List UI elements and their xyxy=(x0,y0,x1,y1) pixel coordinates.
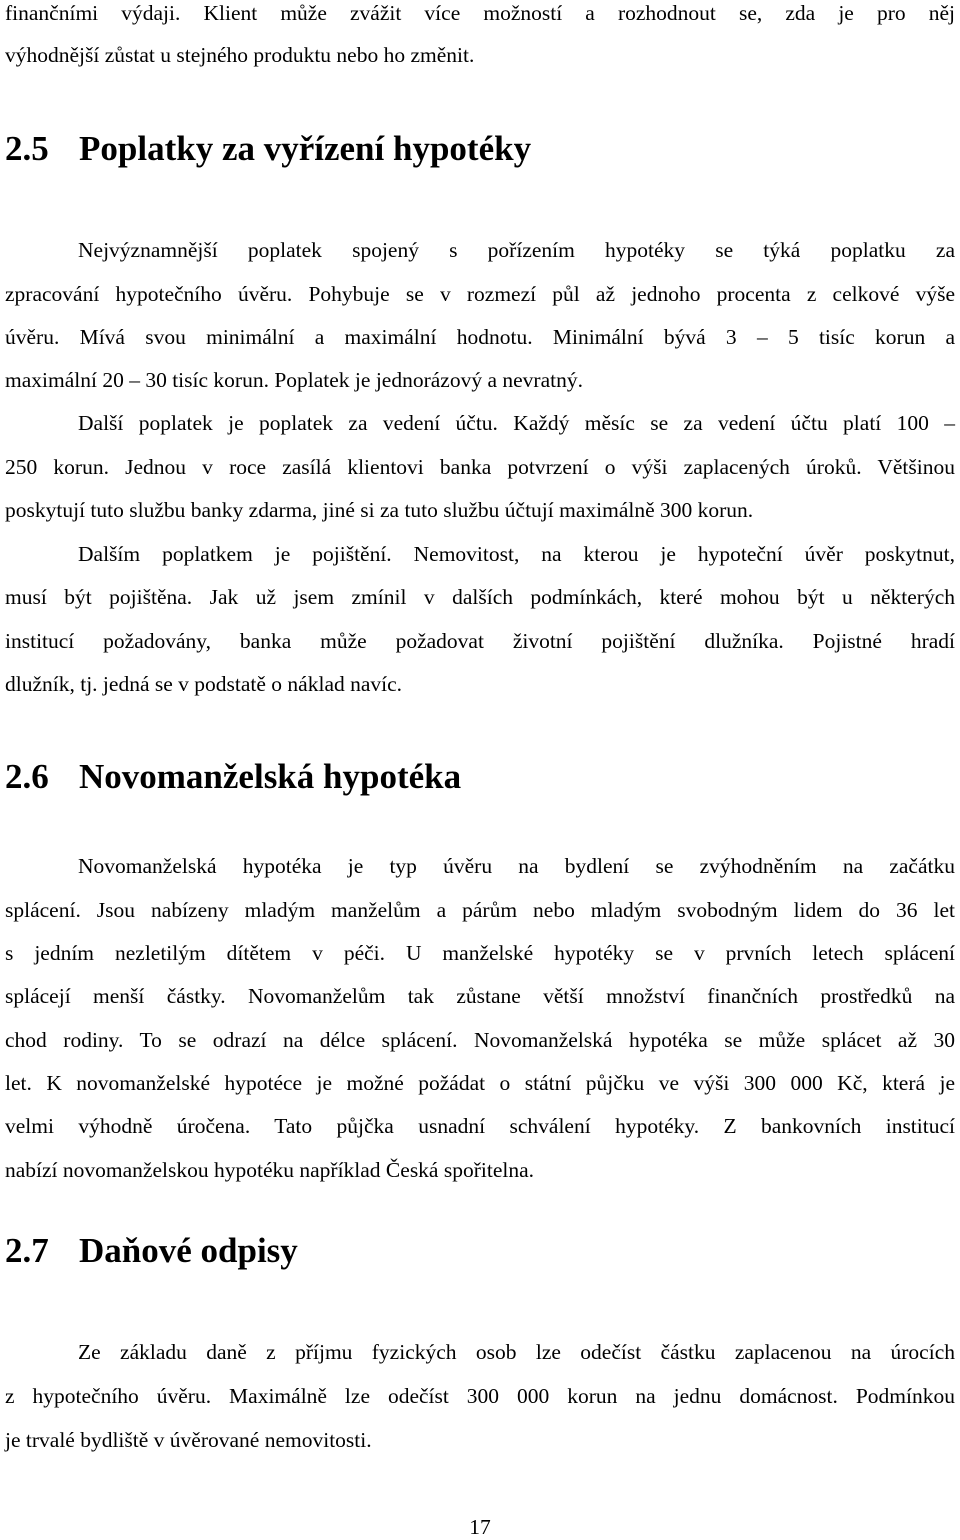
body-text-line: Nejvýznamnější poplatek spojený s pořízením hypotéky se týká poplatku za xyxy=(78,238,955,262)
section-heading-2-5 xyxy=(5,128,531,170)
body-text-line: institucí požadovány, banka může požadovat životní pojištění dlužníka. Pojistné hradí xyxy=(5,629,955,653)
body-text-line: Ze základu daně z příjmu fyzických osob lze odečíst částku zaplacenou na úrocích xyxy=(78,1340,955,1364)
body-text-line: s jedním nezletilým dítětem v péči. U manželské hypotéky se v prvních letech splácení xyxy=(5,941,955,965)
body-text-line: je trvalé bydliště v úvěrované nemovitosti. xyxy=(5,1428,372,1452)
body-text-line: Novomanželská hypotéka je typ úvěru na bydlení se zvýhodněním na začátku xyxy=(78,854,955,878)
section-number: 2.5 xyxy=(5,129,49,168)
body-text-line: dlužník, tj. jedná se v podstatě o náklad navíc. xyxy=(5,672,403,696)
body-text-line: musí být pojištěna. Jak už jsem zmínil v dalších podmínkách, které mohou být u některých xyxy=(5,585,955,609)
body-text-line: splácení. Jsou nabízeny mladým manželům a párům nebo mladým svobodným lidem do 36 let xyxy=(5,898,955,922)
body-text-line: velmi výhodně úročena. Tato půjčka usnadní schválení hypotéky. Z bankovních institucí xyxy=(5,1114,955,1138)
section-heading-2-6 xyxy=(5,756,461,798)
body-text-line: Dalším poplatkem je pojištění. Nemovitost, na kterou je hypoteční úvěr poskytnut, xyxy=(78,542,955,566)
section-title: Daňové odpisy xyxy=(79,1231,298,1270)
section-number: 2.6 xyxy=(5,757,49,796)
body-text-line: úvěru. Mívá svou minimální a maximální hodnotu. Minimální bývá 3 – 5 tisíc korun a xyxy=(5,325,955,349)
body-text-line: výhodnější zůstat u stejného produktu nebo ho změnit. xyxy=(5,43,475,67)
body-text-line: zpracování hypotečního úvěru. Pohybuje se v rozmezí půl až jednoho procenta z celkové výše xyxy=(5,282,955,306)
body-text-line: 250 korun. Jednou v roce zasílá klientovi banka potvrzení o výši zaplacených úroků. Většinou xyxy=(5,455,955,479)
page-number: 17 xyxy=(469,1515,491,1539)
body-text-line: nabízí novomanželskou hypotéku například Česká spořitelna. xyxy=(5,1158,535,1182)
body-text-line: chod rodiny. To se odrazí na délce splácení. Novomanželská hypotéka se může splácet až 30 xyxy=(5,1028,955,1052)
body-text-line: maximální 20 – 30 tisíc korun. Poplatek je jednorázový a nevratný. xyxy=(5,368,583,392)
body-text-line: z hypotečního úvěru. Maximálně lze odečíst 300 000 korun na jednu domácnost. Podmínkou xyxy=(5,1384,955,1408)
section-heading-2-7 xyxy=(5,1230,298,1272)
section-title: Novomanželská hypotéka xyxy=(79,757,462,796)
body-text-line: let. K novomanželské hypotéce je možné požádat o státní půjčku ve výši 300 000 Kč, která je xyxy=(5,1071,955,1095)
body-text-line: splácejí menší částky. Novomanželům tak zůstane větší množství finančních prostředků na xyxy=(5,984,955,1008)
body-text-line: finančními výdaji. Klient může zvážit více možností a rozhodnout se, zda je pro něj xyxy=(5,1,955,25)
section-title: Poplatky za vyřízení hypotéky xyxy=(79,129,532,168)
body-text-line: poskytují tuto službu banky zdarma, jiné si za tuto službu účtují maximálně 300 korun. xyxy=(5,498,754,522)
body-text-line: Další poplatek je poplatek za vedení účtu. Každý měsíc se za vedení účtu platí 100 – xyxy=(78,411,955,435)
section-number: 2.7 xyxy=(5,1231,49,1270)
